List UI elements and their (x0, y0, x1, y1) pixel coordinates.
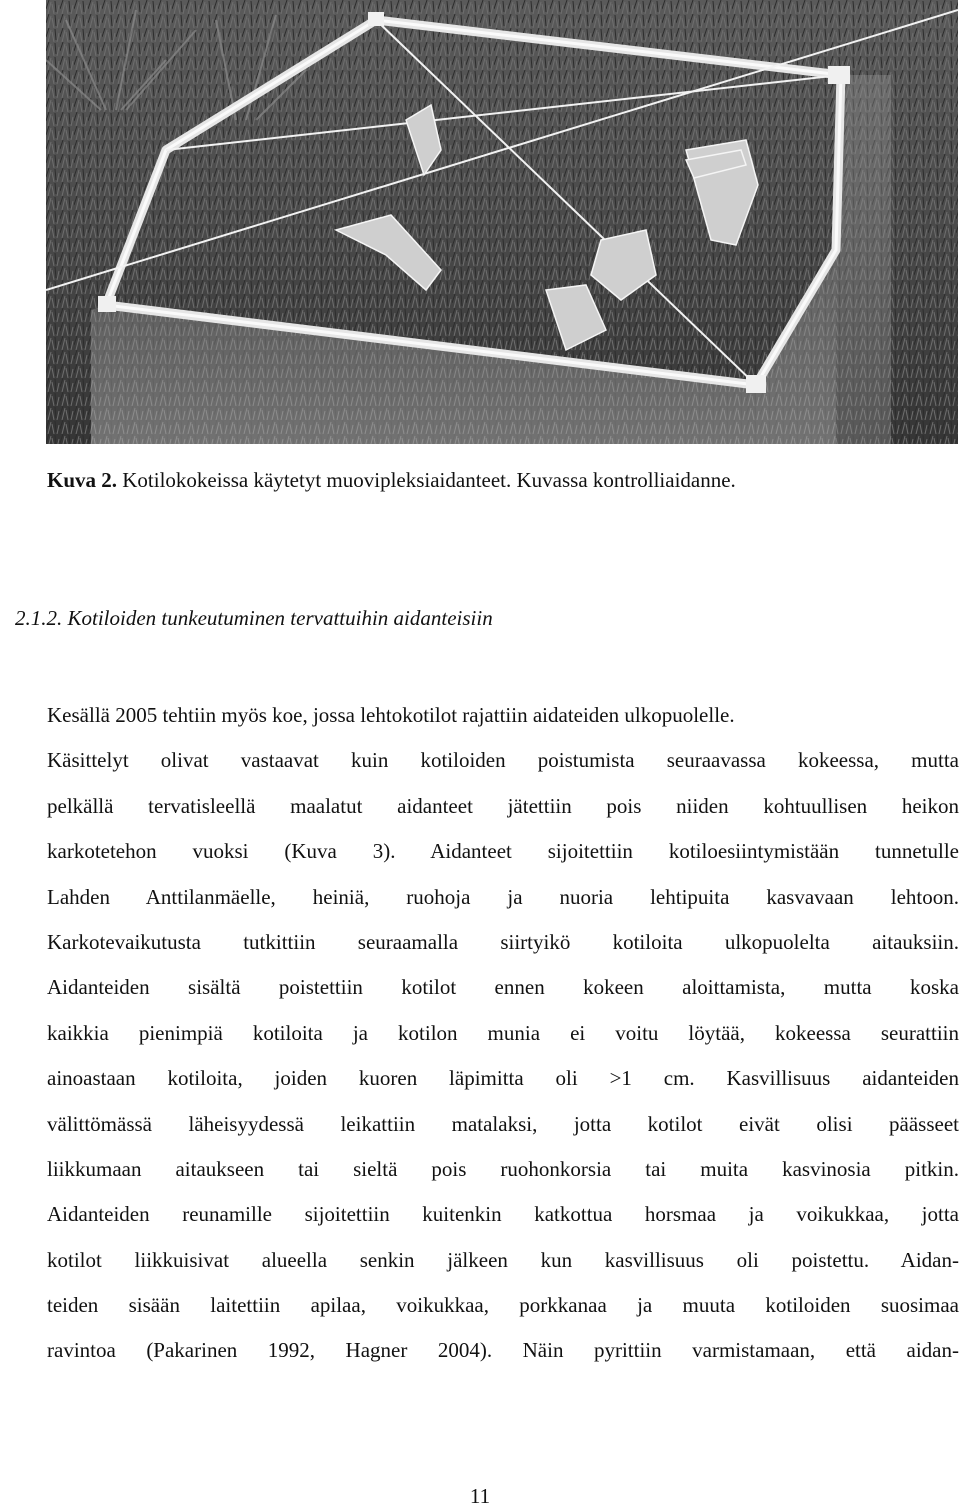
body-line: Karkotevaikutusta tutkittiin seuraamalla siirtyikö kotiloita ulkopuolelta aitauksiin. (47, 929, 959, 954)
body-line: Aidanteiden reunamille sijoitettiin kuitenkin katkottua horsmaa ja voikukkaa, jotta (47, 1202, 959, 1227)
body-line: Käsittelyt olivat vastaavat kuin kotiloiden poistumista seuraavassa kokeessa, mutta (47, 748, 959, 773)
body-line: pelkällä tervatisleellä maalatut aidanteet jätettiin pois niiden kohtuullisen heikon (47, 793, 959, 818)
body-line: kaikkia pienimpiä kotiloita ja kotilon munia ei voitu löytää, kokeessa seurattiin (47, 1020, 959, 1045)
body-line: ainoastaan kotiloita, joiden kuoren läpimitta oli >1 cm. Kasvillisuus aidanteiden (47, 1066, 959, 1091)
figure-caption-text: Kotilokokeissa käytetyt muovipleksiaidanteet. Kuvassa kontrolliaidanne. (117, 468, 736, 492)
body-line: karkotetehon vuoksi (Kuva 3). Aidanteet sijoitettiin kotiloesiintymistään tunnetulle (47, 839, 959, 864)
photo-plexiglass-enclosure (46, 0, 958, 444)
body-line: Kesällä 2005 tehtiin myös koe, jossa lehtokotilot rajattiin aidateiden ulkopuolelle. (47, 703, 735, 727)
body-line: kotilot liikkuisivat alueella senkin jälkeen kun kasvillisuus oli poistettu. Aidan- (47, 1247, 959, 1272)
body-line: Lahden Anttilanmäelle, heiniä, ruohoja ja nuoria lehtipuita kasvavaan lehtoon. (47, 884, 959, 909)
page-number: 11 (469, 1484, 491, 1508)
figure-caption (47, 463, 937, 497)
body-line: ravintoa (Pakarinen 1992, Hagner 2004). Näin pyrittiin varmistamaan, että aidan- (47, 1338, 959, 1363)
body-line: teiden sisään laitettiin apilaa, voikukkaa, porkkanaa ja muuta kotiloiden suosimaa (47, 1293, 959, 1318)
section-heading: 2.1.2. Kotiloiden tunkeutuminen tervattuihin aidanteisiin (15, 606, 493, 630)
figure-label: Kuva 2. (47, 468, 118, 492)
body-line: välittömässä läheisyydessä leikattiin matalaksi, jotta kotilot eivät olisi päässeet (47, 1111, 959, 1136)
body-paragraph (47, 698, 959, 1379)
body-line: liikkumaan aitaukseen tai sieltä pois ruohonkorsia tai muita kasvinosia pitkin. (47, 1156, 959, 1181)
body-line: Aidanteiden sisältä poistettiin kotilot ennen kokeen aloittamista, mutta koska (47, 975, 959, 1000)
